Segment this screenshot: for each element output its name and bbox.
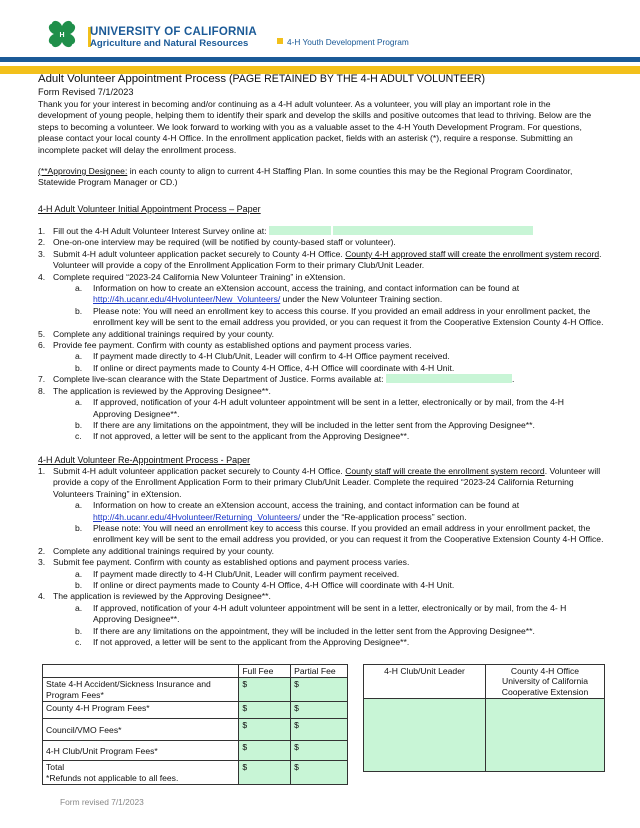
re-step-1a: a. Information on how to create an eXtension account, access the training, and contact information can be found at http://4h.ucanr.edu/4Hvolunteer/Returning_Volunteers/ under the “Re-application process” section. (75, 500, 520, 522)
fee-header-blank (43, 665, 239, 678)
fee-partial-field[interactable]: $ (291, 702, 348, 719)
footer-revised: Form revised 7/1/2023 (60, 797, 144, 807)
table-row (43, 719, 348, 741)
step-8: 8. The application is reviewed by the Approving Designee**. (38, 385, 271, 396)
clover-logo-icon (42, 18, 82, 50)
step-4a: a. Information on how to create an eXtension account, access the training, and contact information can be found at http://4h.ucanr.edu/4Hvolunteer/New_Volunteers/ under the New Volunteer Training section. (75, 283, 520, 305)
intro-text: Thank you for your interest in becoming and/or continuing as a 4-H adult volunteer. As a volunteer, you will play an important role in the development of young people, helping them to identify their spark and develop the skills and positive outcomes that lead to thriving. Below are the steps to becoming a volunteer. We look forward to working with you as a valuable asset to the 4-H Youth Development Program. For questions, please contact your local county 4-H Office. In the enrollment application packet, fields with an asterisk (*), require a response. Submitting an incomplete packet will delay the enrollment process. (38, 99, 592, 155)
fee-total-cell (43, 761, 239, 785)
re-step-4: 4. The application is reviewed by the Approving Designee**. (38, 591, 271, 602)
page-title (38, 73, 485, 85)
initial-steps (38, 226, 604, 443)
step-1: 1. Fill out the 4-H Adult Volunteer Interest Survey online at: (38, 226, 604, 237)
fee-col-partial: Partial Fee (291, 665, 348, 678)
fee-partial-field[interactable]: $ (291, 678, 348, 702)
returning-volunteers-link[interactable]: http://4h.ucanr.edu/4Hvolunteer/Returning_Volunteers/ (93, 511, 301, 522)
re-step-1: 1. Submit 4-H adult volunteer application packet securely to County 4-H Office. County staff will create the enrollment system record. Volunteer will provide a copy of the Enrollment Application Form to their primary Club/Unit Leader. Complete the required “2023-24 California Returning Volunteers Training” in eXtension. (38, 466, 601, 499)
designee-text: in each county to align to current 4-H Staffing Plan. In some counties this may be the Regional Program Coordinator, Statewide Program Manager or CD.) (38, 166, 573, 188)
step-2: 2. One-on-one interview may be required (will be notified by county-based staff or volunteer). (38, 237, 396, 248)
county-signature-field[interactable] (486, 699, 605, 772)
step-8b: b. If there are any limitations on the appointment, they will be included in the letter sent from the Approving Designee**. (75, 419, 535, 430)
survey-url-field-2[interactable] (333, 226, 533, 235)
livescan-url-field[interactable] (386, 374, 512, 383)
table-row (43, 702, 348, 719)
fee-col-full: Full Fee (239, 665, 291, 678)
county-header-line2: University of California (502, 676, 588, 687)
title-text: Adult Volunteer Appointment Process (38, 73, 227, 85)
step-7: 7. Complete live-scan clearance with the State Department of Justice. Forms available at: . (38, 374, 515, 385)
re-step-2: 2. Complete any additional trainings required by your county. (38, 545, 275, 556)
county-header-line3: Cooperative Extension (501, 686, 589, 697)
step-6b: b. If online or direct payments made to County 4-H Office, 4-H Office will coordinate with 4-H Unit. (75, 362, 455, 373)
table-row (43, 761, 348, 785)
reappoint-heading: 4-H Adult Volunteer Re-Appointment Process - Paper (38, 455, 251, 465)
fee-label: State 4-H Accident/Sickness Insurance and Program Fees* (43, 678, 239, 702)
county-header (486, 665, 605, 699)
fee-partial-field[interactable]: $ (291, 719, 348, 741)
header-rule-blue (0, 57, 640, 62)
new-volunteers-link[interactable]: http://4h.ucanr.edu/4Hvolunteer/New_Volunteers/ (93, 294, 281, 305)
program-bullet (277, 38, 283, 44)
division-name: Agriculture and Natural Resources (90, 38, 249, 49)
designee-note (38, 166, 598, 189)
form-revised: Form Revised 7/1/2023 (38, 87, 134, 97)
step-6: 6. Provide fee payment. Confirm with county as established options and payment process varies. (38, 340, 412, 351)
fee-partial-field[interactable]: $ (291, 741, 348, 761)
step-5: 5. Complete any additional trainings required by your county. (38, 328, 275, 339)
fee-full-field[interactable]: $ (239, 761, 291, 785)
table-row (43, 741, 348, 761)
step-4: 4. Complete required “2023-24 California New Volunteer Training” in eXtension. (38, 271, 346, 282)
re-step-3: 3. Submit fee payment. Confirm with county as established options and payment process varies. (38, 557, 410, 568)
fee-label: Total (46, 762, 65, 773)
survey-url-field[interactable] (269, 226, 331, 235)
program-name: 4-H Youth Development Program (287, 37, 409, 47)
step-8c: c. If not approved, a letter will be sent to the applicant from the Approving Designee**. (75, 431, 410, 442)
fee-label: County 4-H Program Fees* (43, 702, 239, 719)
re-step-4b: b. If there are any limitations on the appointment, they will be included in the letter sent from the Approving Designee**. (75, 625, 535, 636)
reappoint-steps (38, 466, 604, 649)
step-4b: b. Please note: You will need an enrollment key to access this course. If you provided an email address in your enrollment packet, the enrollment key will be sent to the email address you provided, or you can request it from the Cooperative Extension County 4-H Office. (75, 305, 604, 328)
leader-signature-field[interactable] (364, 699, 486, 772)
fee-label: Council/VMO Fees* (43, 719, 239, 741)
initial-heading: 4-H Adult Volunteer Initial Appointment Process – Paper (38, 204, 261, 214)
fee-label: 4-H Club/Unit Program Fees* (43, 741, 239, 761)
svg-text:H: H (59, 32, 65, 39)
re-step-4c: c. If not approved, a letter will be sent to the applicant from the Approving Designee**. (75, 637, 410, 648)
fee-partial-field[interactable]: $ (291, 761, 348, 785)
signature-table (363, 664, 605, 772)
table-row (43, 678, 348, 702)
re-step-1b: b. Please note: You will need an enrollment key to access this course. If you provided an email address in your enrollment packet, the enrollment key will be sent to the email address you provided, or you can request it from the Cooperative Extension County 4-H Office. (75, 523, 604, 545)
university-name: UNIVERSITY OF CALIFORNIA (90, 26, 257, 38)
county-header-line1: County 4-H Office (510, 666, 580, 676)
title-note: (PAGE RETAINED BY THE 4-H ADULT VOLUNTEER) (229, 73, 486, 85)
fee-full-field[interactable]: $ (239, 741, 291, 761)
designee-label: (**Approving Designee: (38, 166, 128, 176)
fee-full-field[interactable]: $ (239, 678, 291, 702)
refund-note: *Refunds not applicable to all fees. (46, 772, 179, 783)
re-step-3b: b. If online or direct payments made to County 4-H Office, 4-H Office will coordinate with 4-H Unit. (75, 580, 455, 591)
intro-paragraph (38, 99, 598, 156)
fee-full-field[interactable]: $ (239, 719, 291, 741)
fee-table (42, 664, 348, 785)
step-6a: a. If payment made directly to 4-H Club/Unit, Leader will confirm to 4-H Office payment received. (75, 351, 450, 362)
fee-full-field[interactable]: $ (239, 702, 291, 719)
step-8a: a. If approved, notification of your 4-H adult volunteer appointment will be sent in a letter, electronically or by mail, from the 4-H Approving Designee**. (75, 397, 564, 419)
re-step-3a: a. If payment made directly to 4-H Club/Unit, Leader will confirm payment received. (75, 568, 400, 579)
step-3: 3. Submit 4-H adult volunteer application packet securely to County 4-H Office. County 4-H approved staff will create the enrollment system record. Volunteer will provide a copy of the Enrollment Application Form to their primary Club/Unit Leader. (38, 248, 602, 271)
leader-header: 4-H Club/Unit Leader (364, 665, 486, 699)
fee-header-row (43, 665, 348, 678)
re-step-4a: a. If approved, notification of your 4-H adult volunteer appointment will be sent in a letter, electronically or by mail, from the 4- H Approving Designee**. (75, 602, 567, 625)
